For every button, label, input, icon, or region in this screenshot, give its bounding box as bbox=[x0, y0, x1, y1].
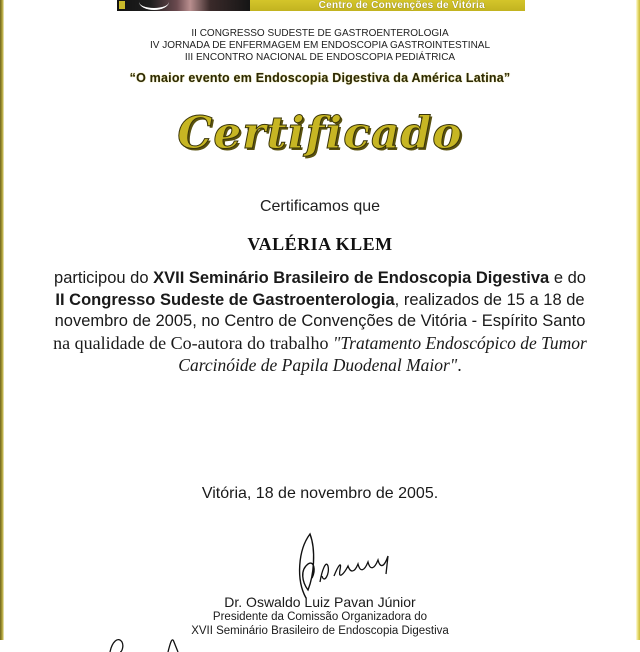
event-banner bbox=[117, 0, 525, 11]
body-line-5 bbox=[0, 355, 640, 378]
body-line-3: novembro de 2005, no Centro de Convenções de Vitória - Espírito Santo bbox=[54, 312, 586, 330]
body-text-fragment: na qualidade de Co-autora do trabalho bbox=[53, 332, 334, 353]
body-text-fragment: . bbox=[457, 355, 462, 375]
work-title-part-2: Carcinóide de Papila Duodenal Maior" bbox=[178, 355, 458, 375]
recipient-name: VALÉRIA KLEM bbox=[247, 234, 393, 254]
signer-role-line-2: XVII Seminário Brasileiro de Endoscopia Digestiva bbox=[191, 625, 449, 637]
issue-date: Vitória, 18 de novembro de 2005. bbox=[201, 485, 439, 502]
body-line-1 bbox=[0, 268, 640, 290]
body-text-fragment: e do bbox=[549, 269, 586, 287]
signer-role-line-1: Presidente da Comissão Organizadora do bbox=[212, 611, 428, 623]
second-signature-icon bbox=[108, 622, 218, 652]
body-text-fragment: participou do bbox=[54, 269, 154, 287]
slogan: “O maior evento em Endoscopia Digestiva da América Latina” bbox=[129, 71, 511, 85]
event-logo-icon bbox=[119, 1, 125, 9]
body-text-fragment: , realizados de 15 a 18 de bbox=[394, 290, 585, 309]
signer-name: Dr. Oswaldo Luiz Pavan Júnior bbox=[224, 594, 416, 610]
intro-text: Certificamos que bbox=[259, 198, 381, 215]
swoosh-icon bbox=[139, 0, 169, 10]
header-line-3: III ENCONTRO NACIONAL DE ENDOSCOPIA PEDIÁTRICA bbox=[184, 52, 456, 63]
certificate-title: Certificado bbox=[177, 108, 463, 159]
header-line-1: II CONGRESSO SUDESTE DE GASTROENTEROLOGIA bbox=[191, 28, 449, 39]
body-line-2 bbox=[0, 290, 640, 312]
event-name-2: II Congresso Sudeste de Gastroenterologia bbox=[55, 290, 395, 309]
venue-label: Centro de Convenções de Vitória bbox=[250, 0, 525, 11]
event-name-1: XVII Seminário Brasileiro de Endoscopia Digestiva bbox=[153, 269, 550, 287]
header-line-2: IV JORNADA DE ENFERMAGEM EM ENDOSCOPIA GASTROINTESTINAL bbox=[149, 40, 491, 51]
banner-photo bbox=[117, 0, 250, 11]
body-line-4 bbox=[0, 333, 640, 356]
work-title-part-1: "Tratamento Endoscópico de Tumor bbox=[333, 332, 587, 353]
signature-icon bbox=[278, 530, 408, 600]
event-header bbox=[0, 28, 640, 64]
certificate-body bbox=[0, 268, 640, 378]
